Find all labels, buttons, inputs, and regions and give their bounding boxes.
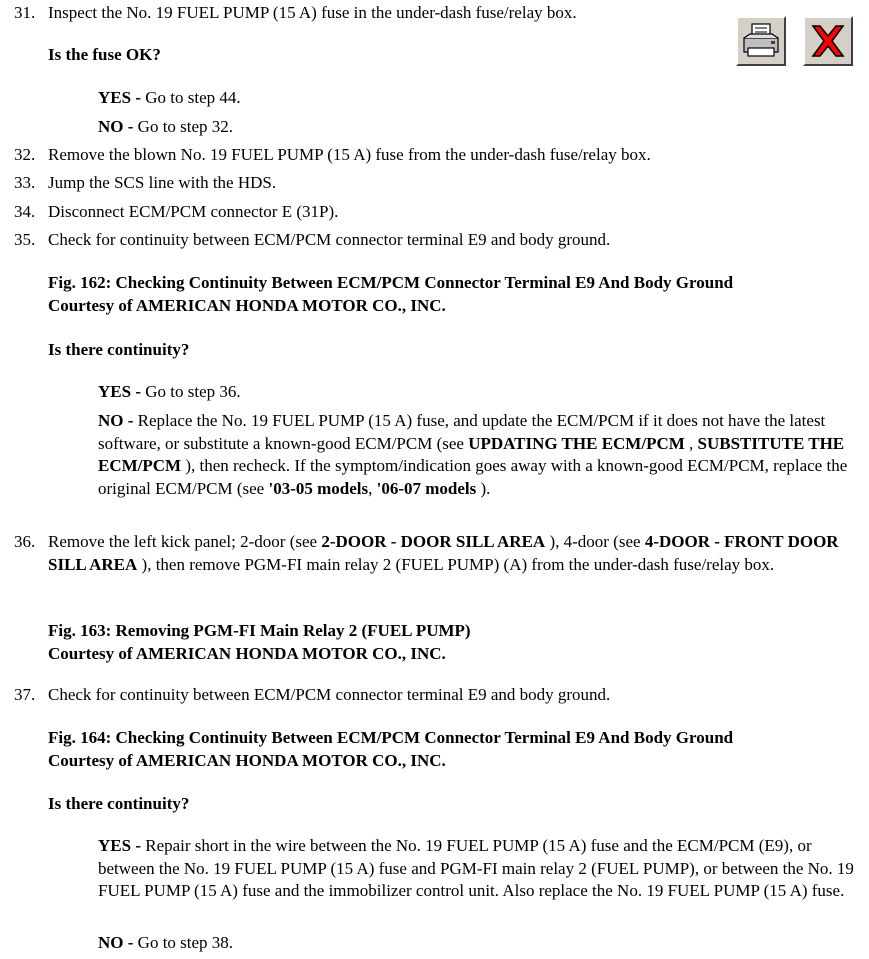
answer-no-31 bbox=[98, 116, 860, 139]
step-text: Remove the blown No. 19 FUEL PUMP (15 A) fuse from the under-dash fuse/relay box. bbox=[48, 145, 651, 164]
answer-text: Replace the No. 19 FUEL PUMP (15 A) fuse, and update the ECM/PCM if it does not have the latest software, or substitute a known-good ECM/PCM (see bbox=[98, 411, 826, 453]
link-updating-ecm[interactable]: UPDATING THE ECM/PCM bbox=[468, 433, 685, 453]
figure-caption-164 bbox=[48, 727, 858, 772]
figure-caption-163 bbox=[48, 620, 858, 665]
answer-text: Repair short in the wire between the No. 19 FUEL PUMP (15 A) fuse and the ECM/PCM (E9), or between the No. 19 FUEL PUMP (15 A) fuse and PGM-FI main relay 2 (FUEL PUMP), or between the No. 19 FUEL PUMP (15 A) fuse and the immobilizer control unit. Also replace the No. 19 FUEL PUMP (15 A) fuse. bbox=[98, 836, 854, 900]
question-37: Is there continuity? bbox=[48, 794, 190, 813]
answer-yes-37 bbox=[98, 835, 860, 903]
step-number: 34. bbox=[14, 202, 36, 221]
answer-no-35 bbox=[98, 410, 860, 500]
figure-title: Fig. 164: Checking Continuity Between ECM/PCM Connector Terminal E9 And Body Ground bbox=[48, 728, 734, 747]
figure-credit: Courtesy of AMERICAN HONDA MOTOR CO., INC. bbox=[48, 295, 446, 315]
answer-key: YES - bbox=[98, 382, 141, 401]
step-text-part: ), 4-door (see bbox=[545, 532, 645, 551]
link-06-07-models[interactable]: '06-07 models bbox=[376, 478, 477, 498]
answer-no-37 bbox=[98, 932, 860, 955]
step-number: 36. bbox=[14, 532, 36, 551]
step-number: 33. bbox=[14, 173, 36, 192]
answer-text: ), then recheck. If the symptom/indication goes away with a known-good ECM/PCM, replace the original ECM/PCM (see bbox=[98, 456, 848, 498]
answer-text: Go to step 32. bbox=[133, 117, 234, 136]
link-substitute-ecm[interactable]: SUBSTITUTE THE ECM/PCM bbox=[98, 433, 845, 475]
step-text: Inspect the No. 19 FUEL PUMP (15 A) fuse in the under-dash fuse/relay box. bbox=[48, 3, 577, 22]
step-text: Check for continuity between ECM/PCM connector terminal E9 and body ground. bbox=[48, 685, 611, 704]
step-text-part: Remove the left kick panel; 2-door (see bbox=[48, 532, 322, 551]
answer-text: Go to step 38. bbox=[133, 933, 234, 952]
answer-yes-35 bbox=[98, 381, 860, 404]
link-03-05-models[interactable]: '03-05 models bbox=[268, 478, 369, 498]
question-35: Is there continuity? bbox=[48, 340, 190, 359]
step-number: 31. bbox=[14, 3, 36, 22]
figure-caption-162 bbox=[48, 272, 858, 317]
answer-text: Go to step 36. bbox=[140, 382, 241, 401]
answer-text: ). bbox=[476, 478, 491, 498]
figure-credit: Courtesy of AMERICAN HONDA MOTOR CO., INC. bbox=[48, 750, 446, 770]
step-number: 35. bbox=[14, 230, 36, 249]
answer-key: NO - bbox=[98, 411, 134, 430]
answer-text: Go to step 44. bbox=[140, 88, 241, 107]
link-2-door-sill[interactable]: 2-DOOR - DOOR SILL AREA bbox=[321, 532, 546, 551]
step-text: Check for continuity between ECM/PCM connector terminal E9 and body ground. bbox=[48, 230, 611, 249]
answer-text: , bbox=[684, 433, 698, 453]
answer-key: NO - bbox=[98, 117, 134, 136]
step-number: 32. bbox=[14, 145, 36, 164]
answer-key: YES - bbox=[98, 836, 141, 855]
link-4-door-sill[interactable]: 4-DOOR - FRONT DOOR SILL AREA bbox=[48, 532, 839, 574]
step-text: Jump the SCS line with the HDS. bbox=[48, 173, 277, 192]
figure-title: Fig. 162: Checking Continuity Between ECM/PCM Connector Terminal E9 And Body Ground bbox=[48, 273, 734, 292]
answer-yes-31 bbox=[98, 87, 860, 110]
answer-key: YES - bbox=[98, 88, 141, 107]
step-number: 37. bbox=[14, 685, 36, 704]
step-text: Disconnect ECM/PCM connector E (31P). bbox=[48, 202, 339, 221]
question-31: Is the fuse OK? bbox=[48, 45, 161, 64]
figure-credit: Courtesy of AMERICAN HONDA MOTOR CO., INC. bbox=[48, 643, 446, 663]
answer-text: , bbox=[368, 478, 377, 498]
step-text-part: ), then remove PGM-FI main relay 2 (FUEL PUMP) (A) from the under-dash fuse/relay box. bbox=[137, 554, 775, 574]
answer-key: NO - bbox=[98, 933, 134, 952]
step-text bbox=[48, 531, 858, 576]
figure-title: Fig. 163: Removing PGM-FI Main Relay 2 (FUEL PUMP) bbox=[48, 621, 471, 640]
